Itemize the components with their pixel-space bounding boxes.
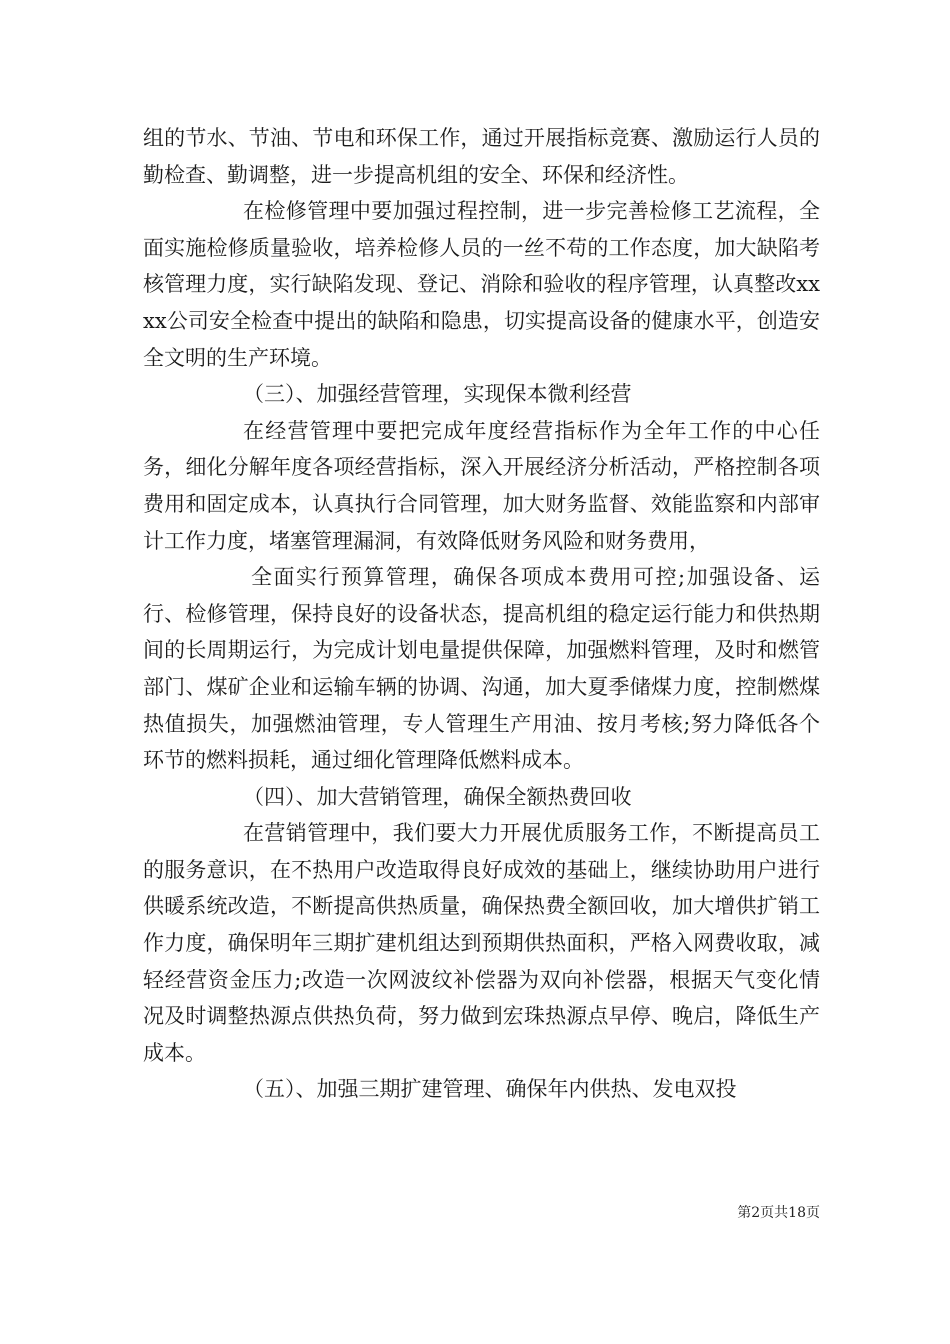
section-heading-4: （四）、加大营销管理，确保全额热费回收 xyxy=(243,784,632,809)
page-number-footer: 第2页共18页 xyxy=(737,1205,820,1221)
paragraph-maintenance: 在检修管理中要加强过程控制，进一步完善检修工艺流程，全面实施检修质量验收，培养检修人员的一丝不苟的工作态度，加大缺陷考核管理力度，实行缺陷发现、登记、消除和验收的程序管理，认真整改xxxx公司安全检查中提出的缺陷和隐患，切实提高设备的健康水平，创造安全文明的生产环境。 xyxy=(143,199,820,370)
section-heading-3: （三）、加强经营管理，实现保本微利经营 xyxy=(243,382,632,407)
paragraph-operations: 在经营管理中要把完成年度经营指标作为全年工作的中心任务，细化分解年度各项经营指标，深入开展经济分析活动，严格控制各项费用和固定成本，认真执行合同管理，加大财务监督、效能监察和内部审计工作力度，堵塞管理漏洞，有效降低财务风险和财务费用， xyxy=(143,418,820,553)
document-body xyxy=(143,120,820,1108)
paragraph-budget: 全面实行预算管理，确保各项成本费用可控;加强设备、运行、检修管理，保持良好的设备状态，提高机组的稳定运行能力和供热期间的长周期运行，为完成计划电量提供保障，加强燃料管理，及时和燃管部门、煤矿企业和运输车辆的协调、沟通，加大夏季储煤力度，控制燃煤热值损失，加强燃油管理，专人管理生产用油、按月考核;努力降低各个环节的燃料损耗，通过细化管理降低燃料成本。 xyxy=(143,565,820,773)
section-heading-5: （五）、加强三期扩建管理、确保年内供热、发电双投 xyxy=(243,1077,737,1102)
paragraph-continuation: 组的节水、节油、节电和环保工作，通过开展指标竞赛、激励运行人员的勤检查、勤调整，进一步提高机组的安全、环保和经济性。 xyxy=(143,126,820,187)
paragraph-marketing: 在营销管理中，我们要大力开展优质服务工作，不断提高员工的服务意识，在不热用户改造取得良好成效的基础上，继续协助用户进行供暖系统改造，不断提高供热质量，确保热费全额回收，加大增供扩销工作力度，确保明年三期扩建机组达到预期供热面积，严格入网费收取，减轻经营资金压力;改造一次网波纹补偿器为双向补偿器，根据天气变化情况及时调整热源点供热负荷，努力做到宏珠热源点早停、晚启，降低生产成本。 xyxy=(143,821,820,1065)
